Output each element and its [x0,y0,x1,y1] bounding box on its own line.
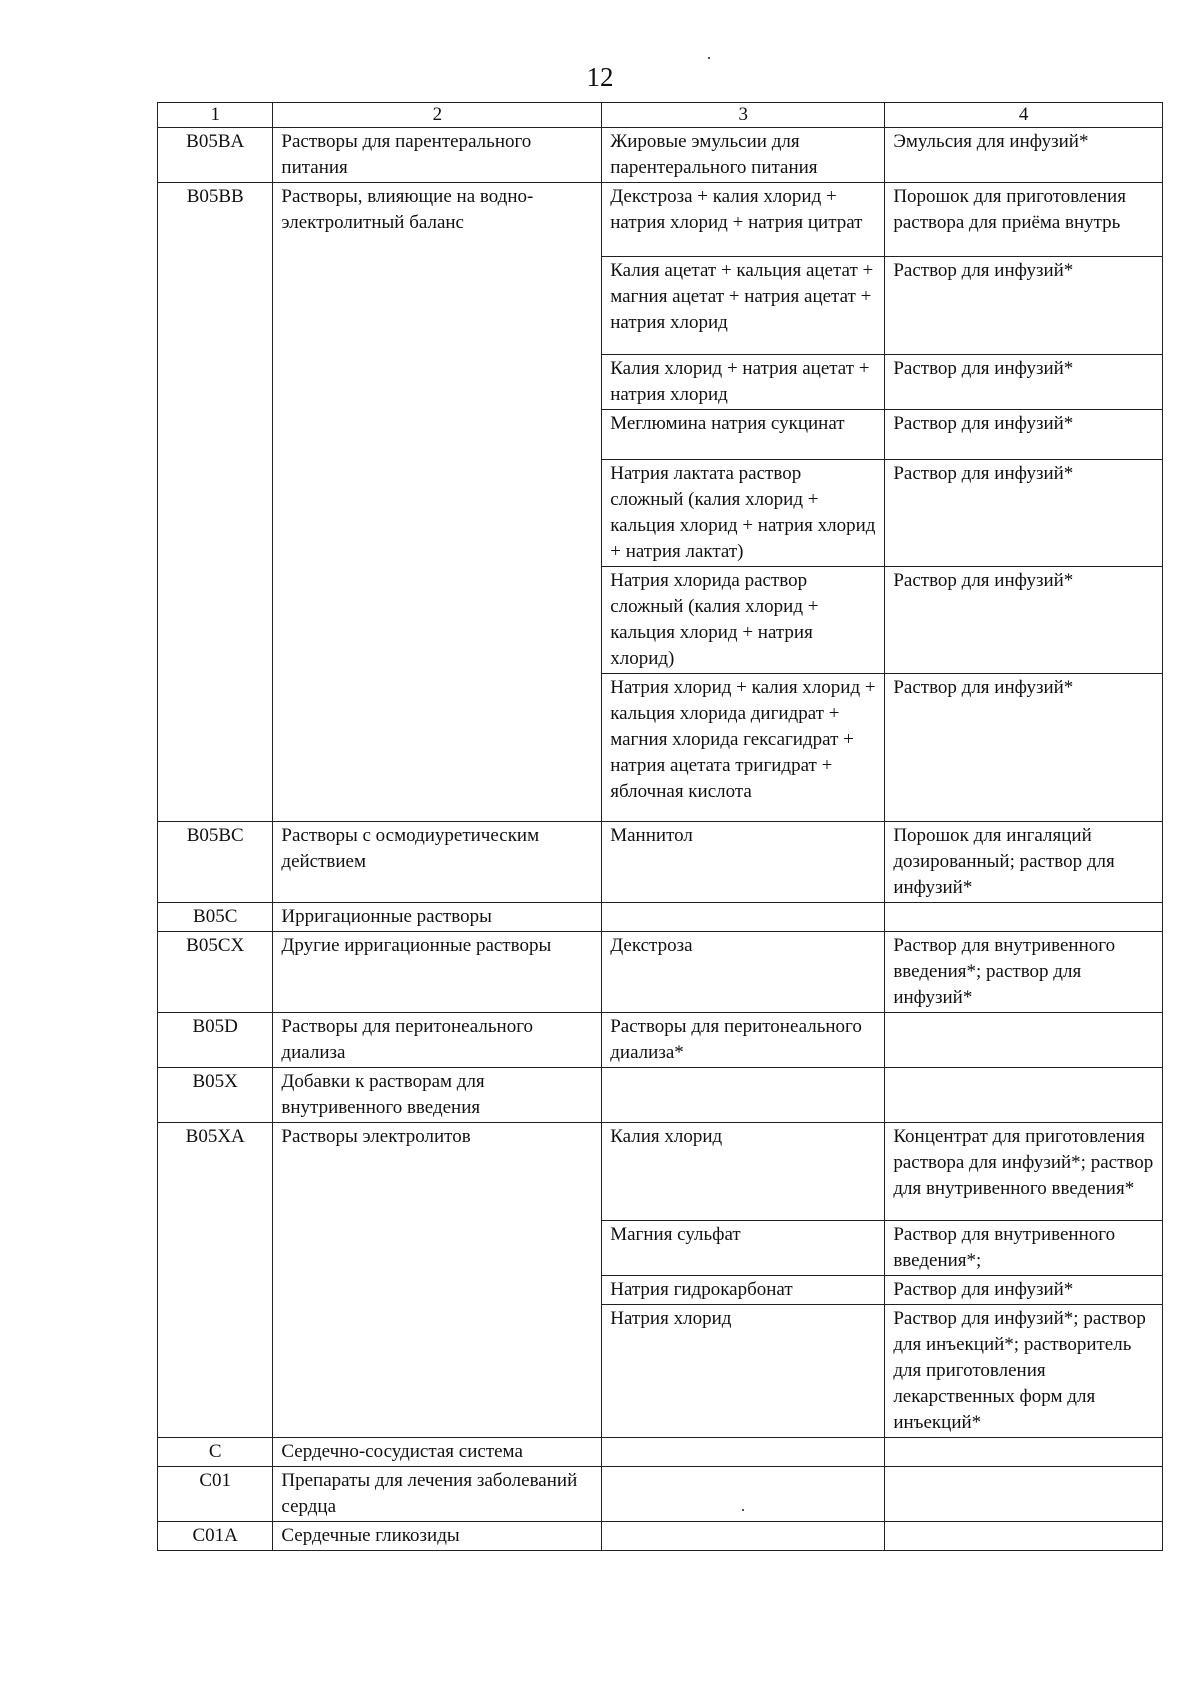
dosage-form-cell [885,1068,1163,1123]
drug-name-cell [602,1068,885,1123]
atc-code-cell: B05BB [158,183,273,822]
dosage-form-cell: Раствор для инфузий* [885,674,1163,822]
atc-code-cell: B05XA [158,1123,273,1438]
table-row [158,1123,1163,1221]
dosage-form-cell [885,1522,1163,1551]
atc-code-cell: B05D [158,1013,273,1068]
group-name-cell: Ирригационные растворы [273,903,602,932]
dosage-form-cell: Раствор для внутривенного введения*; раствор для инфузий* [885,932,1163,1013]
drug-name-cell: Калия ацетат + кальция ацетат + магния ацетат + натрия ацетат + натрия хлорид [602,257,885,355]
group-name-cell: Добавки к растворам для внутривенного введения [273,1068,602,1123]
atc-code-cell: B05X [158,1068,273,1123]
atc-code-cell: B05C [158,903,273,932]
table-row [158,932,1163,1013]
drug-name-cell: Растворы для перитонеального диализа* [602,1013,885,1068]
dosage-form-cell: Раствор для инфузий* [885,1276,1163,1305]
header-cell: 1 [158,103,273,128]
page-number: 12 [586,62,614,92]
dosage-form-cell [885,1013,1163,1068]
atc-code-cell: B05BC [158,822,273,903]
table-row [158,1438,1163,1467]
drug-name-cell: Натрия лактата раствор сложный (калия хлорид + кальция хлорид + натрия хлорид + натрия лактат) [602,460,885,567]
dosage-form-cell: Раствор для инфузий*; раствор для инъекций*; растворитель для приготовления лекарственных форм для инъекций* [885,1305,1163,1438]
table-row [158,183,1163,257]
drug-name-cell: Меглюмина натрия сукцинат [602,410,885,460]
dosage-form-cell [885,1467,1163,1522]
atc-code-cell: C [158,1438,273,1467]
dosage-form-cell: Раствор для инфузий* [885,567,1163,674]
dosage-form-cell: Порошок для ингаляций дозированный; раствор для инфузий* [885,822,1163,903]
table-row [158,822,1163,903]
group-name-cell: Другие ирригационные растворы [273,932,602,1013]
table-header-row [158,103,1163,128]
drug-name-cell [602,1438,885,1467]
atc-code-cell: B05BA [158,128,273,183]
drug-name-cell: Магния сульфат [602,1221,885,1276]
dosage-form-cell: Раствор для инфузий* [885,257,1163,355]
drug-name-cell: Маннитол [602,822,885,903]
group-name-cell: Растворы, влияющие на водно-электролитный баланс [273,183,602,822]
table-row [158,903,1163,932]
header-cell: 2 [273,103,602,128]
scan-speck: · [740,1500,746,1520]
drug-name-cell: Калия хлорид + натрия ацетат + натрия хлорид [602,355,885,410]
drug-name-cell: Декстроза [602,932,885,1013]
group-name-cell: Сердечно-сосудистая система [273,1438,602,1467]
drug-name-cell: Натрия гидрокарбонат [602,1276,885,1305]
atc-code-cell: C01 [158,1467,273,1522]
atc-code-cell: B05CX [158,932,273,1013]
group-name-cell: Растворы для парентерального питания [273,128,602,183]
drug-name-cell [602,1522,885,1551]
header-cell: 4 [885,103,1163,128]
table-row [158,1522,1163,1551]
drug-name-cell: Калия хлорид [602,1123,885,1221]
atc-code-cell: C01A [158,1522,273,1551]
dosage-form-cell: Порошок для приготовления раствора для приёма внутрь [885,183,1163,257]
drug-name-cell: Жировые эмульсии для парентерального питания [602,128,885,183]
dosage-form-cell: Раствор для инфузий* [885,355,1163,410]
dosage-form-cell: Раствор для инфузий* [885,410,1163,460]
group-name-cell: Растворы с осмодиуретическим действием [273,822,602,903]
drug-name-cell: Декстроза + калия хлорид + натрия хлорид + натрия цитрат [602,183,885,257]
drug-name-cell: Натрия хлорид + калия хлорид + кальция хлорида дигидрат + магния хлорида гексагидрат + натрия ацетата тригидрат + яблочная кислота [602,674,885,822]
dosage-form-cell [885,1438,1163,1467]
table-row [158,1467,1163,1522]
group-name-cell: Растворы для перитонеального диализа [273,1013,602,1068]
drug-name-cell: Натрия хлорид [602,1305,885,1438]
table-row [158,1013,1163,1068]
group-name-cell: Препараты для лечения заболеваний сердца [273,1467,602,1522]
drug-name-cell: Натрия хлорида раствор сложный (калия хлорид + кальция хлорид + натрия хлорид) [602,567,885,674]
dosage-form-cell: Раствор для инфузий* [885,460,1163,567]
dosage-form-cell [885,903,1163,932]
dosage-form-cell: Концентрат для приготовления раствора для инфузий*; раствор для внутривенного введения* [885,1123,1163,1221]
drug-classification-table [157,102,1163,1551]
header-cell: 3 [602,103,885,128]
drug-name-cell [602,903,885,932]
dosage-form-cell: Эмульсия для инфузий* [885,128,1163,183]
table-row [158,1068,1163,1123]
group-name-cell: Сердечные гликозиды [273,1522,602,1551]
table-row [158,128,1163,183]
scan-speck: · [706,48,712,68]
dosage-form-cell: Раствор для внутривенного введения*; [885,1221,1163,1276]
group-name-cell: Растворы электролитов [273,1123,602,1438]
